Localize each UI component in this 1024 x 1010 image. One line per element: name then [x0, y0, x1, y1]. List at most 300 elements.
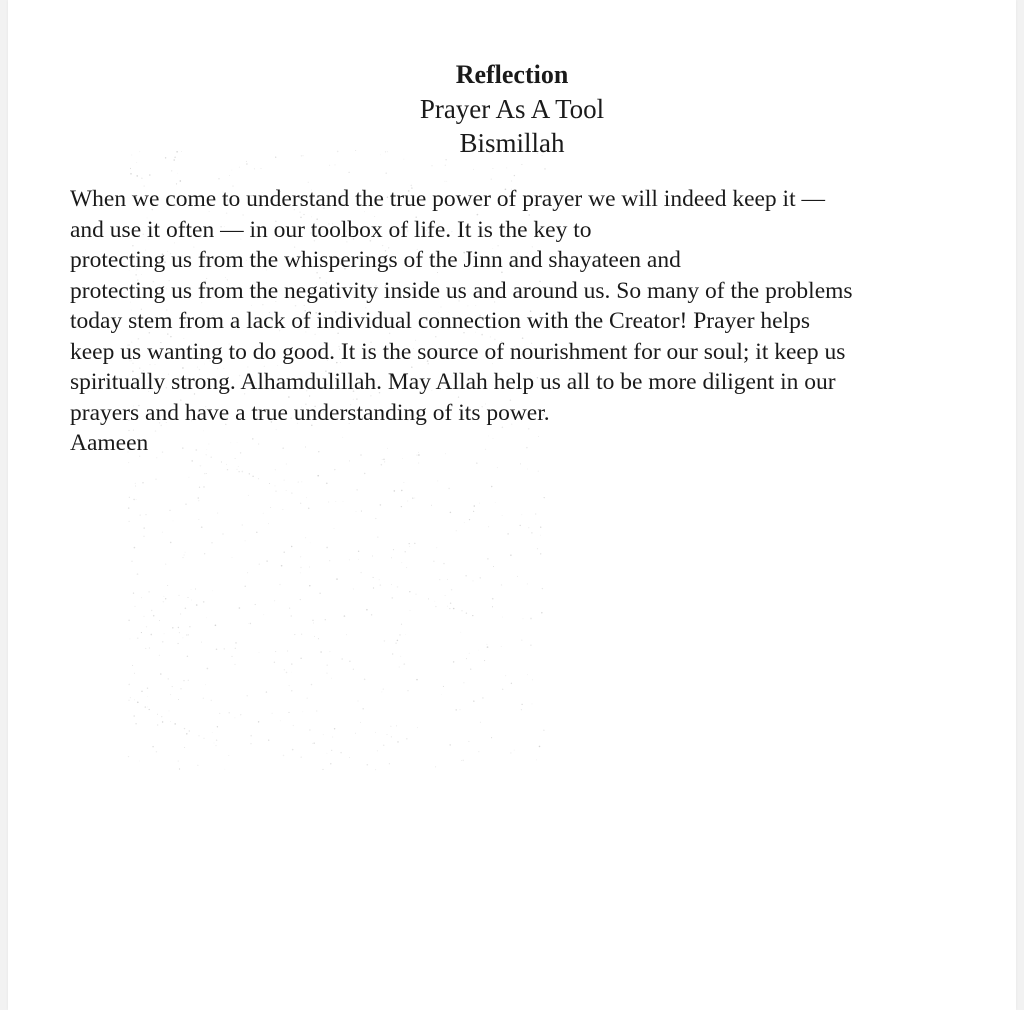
scan-speckle — [229, 712, 230, 713]
scan-speckle — [532, 703, 533, 704]
scan-speckle — [149, 174, 151, 176]
scan-speckle — [356, 489, 357, 490]
scan-speckle — [405, 551, 406, 552]
scan-speckle — [149, 709, 150, 710]
scan-speckle — [484, 660, 485, 661]
body-line: protecting us from the whisperings of the Jinn and shayateen and — [70, 247, 681, 273]
scan-speckle — [456, 709, 457, 710]
scan-speckle — [212, 732, 213, 733]
scan-speckle — [401, 506, 402, 507]
scan-speckle — [521, 514, 522, 515]
scan-speckle — [318, 638, 319, 639]
scan-speckle — [188, 680, 189, 681]
scan-speckle — [179, 595, 180, 596]
scan-speckle — [212, 590, 213, 591]
scan-speckle — [169, 710, 170, 711]
scan-speckle — [449, 608, 450, 609]
body-line: When we come to understand the true power of prayer we will indeed keep it — — [70, 186, 825, 212]
scan-speckle — [523, 618, 524, 619]
scan-speckle — [149, 647, 150, 648]
scan-speckle — [435, 606, 436, 607]
scan-speckle — [215, 745, 216, 746]
scan-speckle — [159, 655, 160, 656]
scan-speckle — [397, 640, 399, 642]
scan-speckle — [289, 608, 290, 609]
scan-speckle — [183, 680, 184, 681]
scan-speckle — [541, 612, 543, 614]
scan-speckle — [391, 597, 393, 599]
scan-speckle — [252, 476, 253, 477]
scan-speckle — [246, 161, 247, 162]
scan-speckle — [191, 599, 192, 600]
scan-speckle — [274, 600, 275, 601]
scan-speckle — [451, 589, 452, 590]
scan-speckle — [355, 733, 356, 734]
scan-speckle — [203, 698, 204, 699]
scan-speckle — [521, 709, 522, 710]
scan-speckle — [204, 553, 205, 554]
scan-speckle — [141, 178, 142, 179]
scan-speckle — [431, 165, 432, 166]
scan-speckle — [540, 553, 541, 554]
scan-speckle — [142, 482, 143, 483]
scan-speckle — [478, 751, 479, 752]
scan-speckle — [444, 181, 445, 182]
scan-speckle — [205, 684, 206, 685]
scan-speckle — [445, 165, 446, 166]
scan-speckle — [187, 656, 188, 657]
scan-speckle — [198, 519, 199, 520]
scan-speckle — [249, 473, 250, 474]
scan-speckle — [239, 167, 240, 168]
scan-speckle — [228, 755, 229, 756]
scan-speckle — [294, 634, 295, 635]
scan-speckle — [399, 634, 401, 636]
scan-speckle — [137, 701, 139, 703]
scan-speckle — [389, 763, 390, 764]
scan-speckle — [291, 492, 293, 494]
scan-speckle — [128, 462, 129, 463]
scan-speckle — [371, 614, 372, 615]
scan-speckle — [491, 486, 493, 488]
scan-speckle — [300, 572, 301, 573]
scan-speckle — [511, 180, 512, 181]
scan-speckle — [437, 480, 438, 481]
scan-speckle — [412, 497, 413, 498]
scan-speckle — [128, 684, 130, 686]
scan-speckle — [409, 546, 410, 547]
scan-speckle — [473, 700, 475, 702]
scan-speckle — [397, 586, 399, 588]
scan-speckle — [492, 598, 494, 600]
scan-speckle — [235, 642, 237, 644]
scan-speckle — [391, 557, 392, 558]
scan-speckle — [406, 738, 408, 740]
scan-speckle — [248, 623, 249, 624]
scan-speckle — [377, 536, 379, 538]
scan-speckle — [327, 673, 328, 674]
scan-speckle — [144, 616, 145, 617]
scan-speckle — [137, 637, 139, 639]
scan-speckle — [544, 168, 546, 170]
scan-speckle — [145, 514, 146, 515]
scan-speckle — [246, 163, 248, 165]
scan-speckle — [291, 546, 292, 547]
scan-speckle — [131, 561, 132, 562]
scan-speckle — [446, 181, 447, 182]
scan-speckle — [206, 473, 207, 474]
scan-speckle — [201, 526, 203, 528]
scan-speckle — [268, 523, 269, 524]
scan-speckle — [521, 640, 522, 641]
scan-speckle — [502, 689, 503, 690]
scan-speckle — [177, 643, 178, 644]
scan-speckle — [531, 532, 532, 533]
scan-speckle — [468, 741, 469, 742]
scan-speckle — [394, 490, 396, 492]
body-line: keep us wanting to do good. It is the source of nourishment for our soul; it keep us — [70, 338, 846, 365]
scan-speckle — [506, 167, 507, 168]
scan-speckle — [195, 588, 196, 589]
scan-speckle — [198, 497, 200, 499]
scan-speckle — [343, 501, 344, 502]
scan-speckle — [197, 765, 198, 766]
scan-speckle — [358, 701, 359, 702]
scan-speckle — [473, 580, 474, 581]
scan-speckle — [167, 585, 168, 586]
body-line: and use it often — in our toolbox of life. It is the key to — [70, 216, 592, 243]
scan-speckle — [436, 547, 437, 548]
scan-speckle — [263, 614, 264, 615]
scan-speckle — [241, 471, 243, 473]
scan-speckle — [473, 169, 474, 170]
scan-speckle — [482, 697, 483, 698]
scan-speckle — [373, 587, 374, 588]
body-line: protecting us from the negativity inside us and around us. So many of the problems — [70, 277, 853, 304]
scan-speckle — [507, 533, 509, 535]
scan-speckle — [353, 588, 354, 589]
scan-speckle — [259, 563, 261, 565]
scan-speckle — [380, 584, 381, 585]
scan-speckle — [302, 711, 303, 712]
scan-speckle — [128, 507, 129, 508]
scan-speckle — [449, 744, 451, 746]
scan-speckle — [544, 497, 545, 498]
scan-speckle — [156, 751, 157, 752]
document-body — [70, 184, 970, 459]
scan-speckle — [414, 543, 415, 544]
scan-speckle — [235, 648, 236, 649]
scan-speckle — [460, 709, 461, 710]
scan-speckle — [349, 460, 350, 461]
scan-speckle — [259, 652, 260, 653]
scan-speckle — [381, 691, 382, 692]
scan-speckle — [135, 485, 136, 486]
scan-speckle — [133, 592, 134, 593]
scan-speckle — [239, 471, 240, 472]
scan-speckle — [163, 601, 165, 603]
scan-speckle — [188, 634, 189, 635]
scan-speckle — [317, 475, 319, 477]
scan-speckle — [334, 164, 335, 165]
scan-speckle — [204, 738, 205, 739]
scan-speckle — [448, 488, 450, 490]
scan-speckle — [453, 661, 455, 663]
scan-speckle — [300, 599, 301, 600]
scan-speckle — [373, 577, 374, 578]
scan-speckle — [517, 576, 518, 577]
scan-speckle — [250, 735, 252, 737]
scan-speckle — [325, 619, 326, 620]
scan-speckle — [286, 490, 287, 491]
scan-speckle — [469, 519, 470, 520]
scan-speckle — [428, 598, 429, 599]
scan-speckle — [136, 499, 137, 500]
scan-speckle — [133, 715, 135, 717]
scan-speckle — [272, 713, 273, 714]
scan-speckle — [128, 700, 129, 701]
scan-speckle — [305, 537, 306, 538]
scan-speckle — [313, 623, 314, 624]
scan-speckle — [375, 732, 376, 733]
scan-speckle — [367, 764, 369, 766]
scan-speckle — [501, 646, 502, 647]
scan-speckle — [200, 465, 202, 467]
scan-speckle — [245, 541, 246, 542]
scan-speckle — [362, 708, 364, 710]
scan-speckle — [399, 666, 400, 667]
document-title: Reflection — [455, 60, 569, 89]
scan-speckle — [219, 713, 220, 714]
scan-speckle — [293, 725, 294, 726]
scan-speckle — [184, 555, 185, 556]
scan-speckle — [393, 549, 394, 550]
scan-speckle — [136, 162, 137, 163]
scan-speckle — [186, 733, 188, 735]
scan-speckle — [189, 730, 190, 731]
scan-speckle — [128, 619, 130, 621]
scan-speckle — [309, 585, 310, 586]
scan-speckle — [139, 514, 141, 516]
scan-speckle — [180, 613, 181, 614]
scan-speckle — [520, 463, 521, 464]
scan-speckle — [480, 577, 481, 578]
scan-speckle — [203, 486, 204, 487]
scan-speckle — [136, 175, 138, 177]
scan-speckle — [418, 462, 419, 463]
scan-speckle — [384, 640, 385, 641]
scan-speckle — [333, 528, 334, 529]
scan-speckle — [323, 734, 324, 735]
scan-speckle — [159, 620, 160, 621]
scan-speckle — [329, 165, 330, 166]
scan-speckle — [439, 579, 440, 580]
scan-speckle — [275, 491, 276, 492]
scan-speckle — [501, 584, 502, 585]
scan-speckle — [173, 521, 174, 522]
scan-speckle — [160, 673, 162, 675]
scan-speckle — [366, 609, 368, 611]
scan-speckle — [335, 501, 336, 502]
scan-speckle — [390, 726, 391, 727]
scan-speckle — [465, 575, 466, 576]
scan-speckle — [383, 744, 385, 746]
scan-speckle — [161, 716, 162, 717]
scan-speckle — [312, 620, 313, 621]
scan-speckle — [234, 664, 235, 665]
scan-speckle — [170, 721, 171, 722]
scan-speckle — [495, 502, 496, 503]
scan-speckle — [340, 752, 342, 754]
scan-speckle — [360, 572, 361, 573]
scan-speckle — [247, 572, 248, 573]
scan-speckle — [185, 608, 187, 610]
scan-speckle — [344, 615, 346, 617]
scan-speckle — [478, 650, 479, 651]
scan-speckle — [491, 737, 492, 738]
scan-speckle — [456, 530, 457, 531]
scan-speckle — [291, 663, 292, 664]
scan-speckle — [246, 695, 247, 696]
scan-speckle — [375, 769, 376, 770]
scan-speckle — [301, 634, 302, 635]
scan-speckle — [375, 518, 376, 519]
scan-speckle — [510, 554, 511, 555]
scan-speckle — [383, 459, 385, 461]
scan-speckle — [286, 464, 287, 465]
scan-speckle — [384, 461, 385, 462]
scan-speckle — [380, 504, 382, 506]
scan-speckle — [178, 761, 179, 762]
scan-speckle — [542, 588, 543, 589]
scan-speckle — [326, 482, 328, 484]
scan-speckle — [211, 700, 213, 702]
scan-speckle — [309, 729, 310, 730]
scan-speckle — [134, 547, 136, 549]
scan-speckle — [255, 604, 256, 605]
closing-line: Aameen — [70, 430, 149, 456]
body-line: today stem from a lack of individual connection with the Creator! Prayer helps — [70, 308, 811, 334]
scan-speckle — [532, 680, 533, 681]
scan-speckle — [329, 560, 330, 561]
scan-speckle — [174, 723, 176, 725]
scan-speckle — [184, 747, 185, 748]
scan-speckle — [134, 673, 135, 674]
scan-speckle — [348, 172, 349, 173]
scan-speckle — [170, 694, 171, 695]
scan-speckle — [332, 736, 333, 737]
scan-speckle — [308, 507, 310, 509]
scan-speckle — [266, 691, 267, 692]
scan-speckle — [206, 617, 207, 618]
scan-speckle — [540, 535, 541, 536]
scan-speckle — [379, 579, 380, 580]
scan-speckle — [266, 560, 267, 561]
scan-speckle — [162, 532, 163, 533]
scan-speckle — [168, 678, 170, 680]
scan-speckle — [401, 490, 402, 491]
scan-speckle — [309, 567, 310, 568]
scan-speckle — [308, 182, 309, 183]
scan-speckle — [349, 661, 350, 662]
scan-speckle — [492, 168, 493, 169]
scan-speckle — [530, 644, 532, 646]
scan-speckle — [188, 477, 189, 478]
scan-speckle — [270, 507, 271, 508]
scan-speckle — [479, 503, 480, 504]
scan-speckle — [300, 503, 301, 504]
scan-speckle — [152, 746, 154, 748]
scan-speckle — [214, 743, 215, 744]
scan-speckle — [226, 464, 227, 465]
scan-speckle — [401, 562, 402, 563]
scan-speckle — [330, 763, 331, 764]
scan-speckle — [405, 634, 406, 635]
scan-speckle — [157, 724, 158, 725]
scan-speckle — [155, 478, 157, 480]
scan-speckle — [185, 503, 187, 505]
scan-speckle — [128, 756, 129, 757]
scan-speckle — [134, 700, 135, 701]
scan-speckle — [245, 586, 246, 587]
scan-speckle — [319, 593, 320, 594]
scan-speckle — [329, 651, 330, 652]
scan-speckle — [409, 591, 410, 592]
scan-speckle — [169, 510, 170, 511]
scan-speckle — [511, 683, 512, 684]
scan-speckle — [300, 556, 301, 557]
scan-speckle — [300, 658, 301, 659]
scan-speckle — [275, 485, 276, 486]
scan-speckle — [280, 720, 281, 721]
scan-speckle — [261, 168, 262, 169]
scan-speckle — [314, 636, 315, 637]
scan-speckle — [311, 684, 313, 686]
scan-speckle — [521, 164, 522, 165]
scan-speckle — [528, 527, 529, 528]
body-line: prayers and have a true understanding of its power. — [70, 399, 550, 426]
scan-speckle — [527, 469, 528, 470]
scan-speckle — [147, 696, 148, 697]
scan-speckle — [248, 495, 249, 496]
scan-speckle — [310, 543, 311, 544]
scan-speckle — [258, 721, 259, 722]
scan-speckle — [407, 690, 408, 691]
scan-speckle — [510, 752, 511, 753]
scan-speckle — [151, 610, 152, 611]
scan-speckle — [217, 726, 218, 727]
scan-speckle — [141, 632, 142, 633]
scan-speckle — [433, 561, 434, 562]
scan-speckle — [356, 511, 357, 512]
scan-speckle — [392, 653, 393, 654]
scan-speckle — [128, 521, 129, 522]
scan-speckle — [207, 668, 209, 670]
scan-speckle — [326, 547, 328, 549]
scan-speckle — [185, 552, 186, 553]
scan-speckle — [527, 674, 528, 675]
scan-speckle — [139, 761, 140, 762]
scan-speckle — [269, 483, 270, 484]
scan-speckle — [395, 642, 397, 644]
scan-speckle — [539, 746, 541, 748]
scan-speckle — [387, 734, 388, 735]
scan-speckle — [327, 753, 328, 754]
scan-speckle — [221, 461, 222, 462]
scan-speckle — [153, 615, 155, 617]
scan-speckle — [404, 482, 405, 483]
scan-speckle — [486, 644, 487, 645]
